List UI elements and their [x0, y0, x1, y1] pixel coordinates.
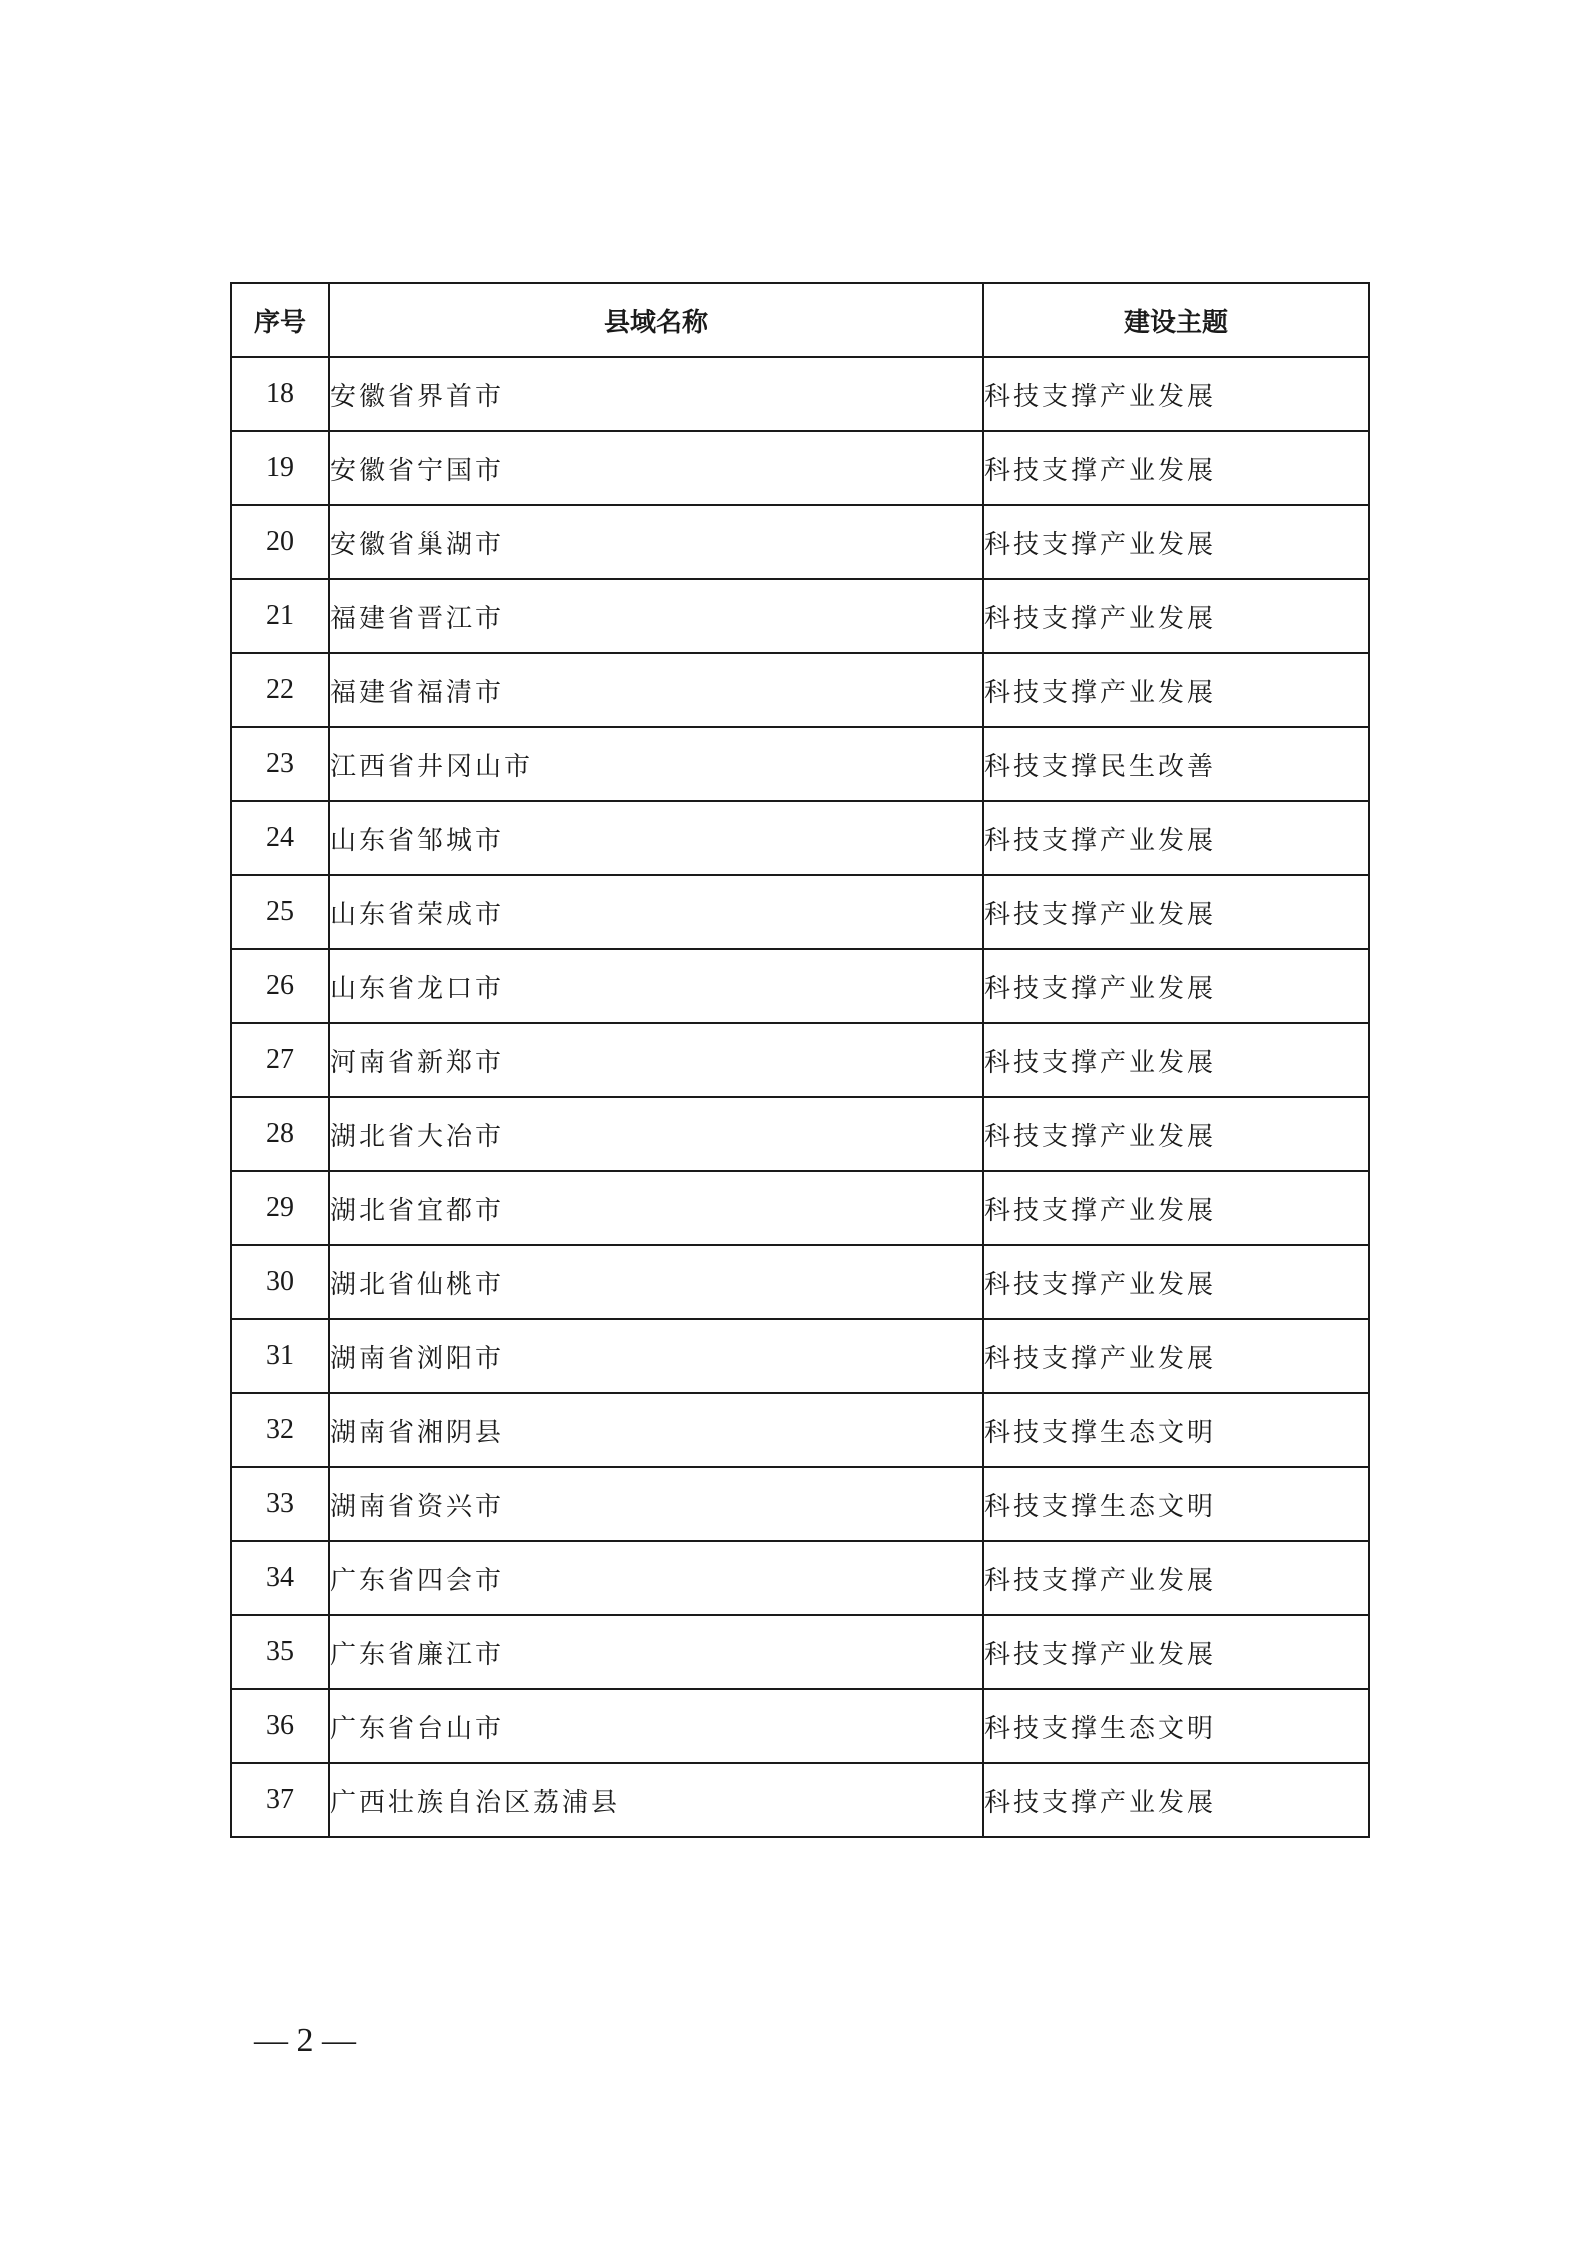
construction-theme: 科技支撑产业发展	[983, 1023, 1369, 1097]
county-name: 湖南省资兴市	[329, 1467, 983, 1541]
row-index: 34	[231, 1541, 329, 1615]
table-row	[231, 1319, 1369, 1393]
county-name: 福建省晋江市	[329, 579, 983, 653]
construction-theme: 科技支撑产业发展	[983, 801, 1369, 875]
table-row	[231, 949, 1369, 1023]
county-name: 湖北省宜都市	[329, 1171, 983, 1245]
table-row	[231, 505, 1369, 579]
table-row	[231, 357, 1369, 431]
table-row	[231, 431, 1369, 505]
county-name: 山东省龙口市	[329, 949, 983, 1023]
page-number: — 2 —	[254, 2022, 356, 2059]
row-index: 22	[231, 653, 329, 727]
table-row	[231, 801, 1369, 875]
construction-theme: 科技支撑产业发展	[983, 1763, 1369, 1837]
row-index: 36	[231, 1689, 329, 1763]
row-index: 23	[231, 727, 329, 801]
table-row	[231, 1615, 1369, 1689]
row-index: 30	[231, 1245, 329, 1319]
county-name: 安徽省巢湖市	[329, 505, 983, 579]
header-index: 序号	[231, 283, 329, 357]
table-row	[231, 727, 1369, 801]
construction-theme: 科技支撑产业发展	[983, 431, 1369, 505]
row-index: 33	[231, 1467, 329, 1541]
county-name: 湖南省浏阳市	[329, 1319, 983, 1393]
construction-theme: 科技支撑产业发展	[983, 1319, 1369, 1393]
table-body	[231, 357, 1369, 1837]
county-name: 广东省台山市	[329, 1689, 983, 1763]
construction-theme: 科技支撑产业发展	[983, 505, 1369, 579]
table-row	[231, 1393, 1369, 1467]
construction-theme: 科技支撑产业发展	[983, 357, 1369, 431]
construction-theme: 科技支撑生态文明	[983, 1689, 1369, 1763]
row-index: 18	[231, 357, 329, 431]
county-table	[230, 282, 1370, 1838]
row-index: 20	[231, 505, 329, 579]
county-name: 江西省井冈山市	[329, 727, 983, 801]
row-index: 21	[231, 579, 329, 653]
header-county-name: 县域名称	[329, 283, 983, 357]
construction-theme: 科技支撑民生改善	[983, 727, 1369, 801]
county-name: 湖南省湘阴县	[329, 1393, 983, 1467]
construction-theme: 科技支撑产业发展	[983, 1097, 1369, 1171]
row-index: 25	[231, 875, 329, 949]
row-index: 37	[231, 1763, 329, 1837]
row-index: 31	[231, 1319, 329, 1393]
row-index: 26	[231, 949, 329, 1023]
row-index: 27	[231, 1023, 329, 1097]
county-name: 湖北省大冶市	[329, 1097, 983, 1171]
table-row	[231, 1245, 1369, 1319]
construction-theme: 科技支撑产业发展	[983, 579, 1369, 653]
construction-theme: 科技支撑生态文明	[983, 1393, 1369, 1467]
construction-theme: 科技支撑生态文明	[983, 1467, 1369, 1541]
table-row	[231, 875, 1369, 949]
table-row	[231, 653, 1369, 727]
table-row	[231, 1763, 1369, 1837]
county-name: 广东省廉江市	[329, 1615, 983, 1689]
row-index: 19	[231, 431, 329, 505]
table-row	[231, 1689, 1369, 1763]
table-row	[231, 1467, 1369, 1541]
row-index: 28	[231, 1097, 329, 1171]
header-theme: 建设主题	[983, 283, 1369, 357]
construction-theme: 科技支撑产业发展	[983, 949, 1369, 1023]
row-index: 24	[231, 801, 329, 875]
county-name: 湖北省仙桃市	[329, 1245, 983, 1319]
county-name: 山东省邹城市	[329, 801, 983, 875]
construction-theme: 科技支撑产业发展	[983, 1245, 1369, 1319]
table-header-row	[231, 283, 1369, 357]
row-index: 29	[231, 1171, 329, 1245]
table-row	[231, 1097, 1369, 1171]
table-row	[231, 1023, 1369, 1097]
row-index: 32	[231, 1393, 329, 1467]
construction-theme: 科技支撑产业发展	[983, 875, 1369, 949]
county-name: 广西壮族自治区荔浦县	[329, 1763, 983, 1837]
county-name: 福建省福清市	[329, 653, 983, 727]
county-name: 山东省荣成市	[329, 875, 983, 949]
table-row	[231, 1171, 1369, 1245]
county-name: 广东省四会市	[329, 1541, 983, 1615]
row-index: 35	[231, 1615, 329, 1689]
county-name: 安徽省宁国市	[329, 431, 983, 505]
county-name: 河南省新郑市	[329, 1023, 983, 1097]
county-name: 安徽省界首市	[329, 357, 983, 431]
construction-theme: 科技支撑产业发展	[983, 1615, 1369, 1689]
table-row	[231, 579, 1369, 653]
construction-theme: 科技支撑产业发展	[983, 1541, 1369, 1615]
construction-theme: 科技支撑产业发展	[983, 653, 1369, 727]
construction-theme: 科技支撑产业发展	[983, 1171, 1369, 1245]
table-row	[231, 1541, 1369, 1615]
